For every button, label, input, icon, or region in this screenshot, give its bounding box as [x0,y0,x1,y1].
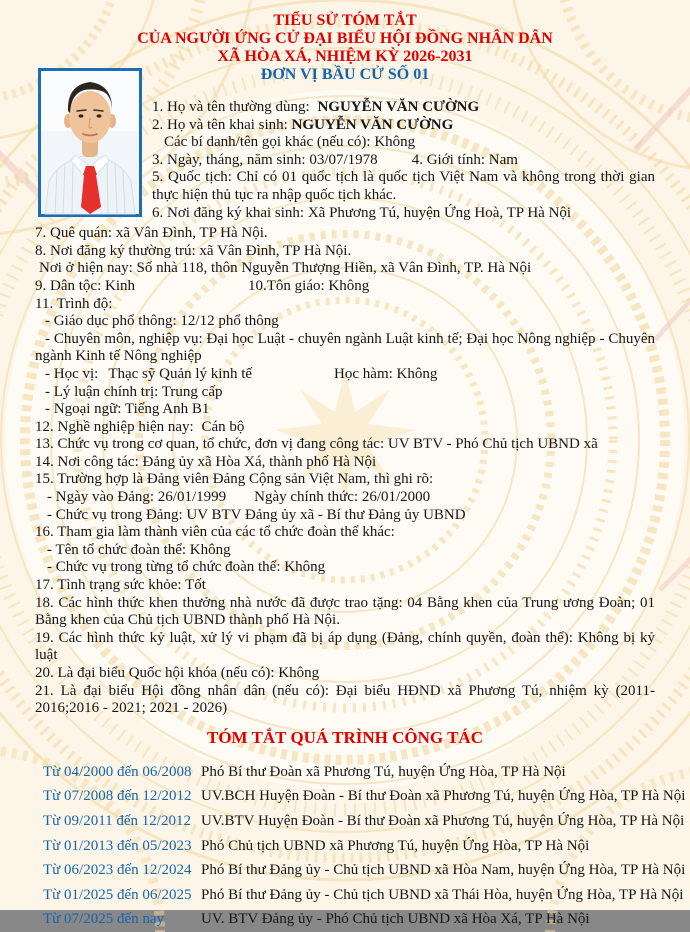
text-line: 9. Dân tộc: Kinh 10.Tôn giáo: Không [35,277,370,294]
career-period: Từ 04/2000 đến 06/2008 [43,763,192,780]
text-line: 11. Trình độ: [35,295,113,312]
text-line: 17. Tình trạng sức khỏe: Tốt [35,577,206,594]
text-line: 19. Các hình thức kỷ luật, xử lý vi phạm đã bị áp dụng (Đảng, chính quyền, đoàn thể): Không bị kỷ luật [35,629,655,664]
text-line: 1. Họ và tên thường dùng: NGUYỄN VĂN CƯỜNG [152,99,480,115]
career-row [43,760,655,785]
text-line: 21. Là đại biểu Hội đồng nhân dân (nếu có): Đại biểu HĐND xã Phương Tú, nhiệm kỳ (2011-2016;2016 - 2021; 2021 - 2026) [35,682,655,717]
career-role: UV.BCH Huyện Đoàn - Bí thư Đoàn xã Phương Tú, huyện Ứng Hòa, TP Hà Nội [201,788,686,805]
text-line: - Ngày vào Đảng: 26/01/1999 Ngày chính thức: 26/01/2000 [47,489,431,506]
career-row [43,784,686,809]
career-row [43,809,685,834]
career-period: Từ 06/2023 đến 12/2024 [43,862,192,879]
career-role: UV.BTV Huyện Đoàn - Bí thư Đoàn xã Phương Tú, huyện Ứng Hòa, TP Hà Nội [201,812,685,829]
career-period: Từ 07/2025 đến nay [43,911,165,928]
title-line-1: TIỂU SỬ TÓM TẮT [273,12,417,29]
text-line: 14. Nơi công tác: Đảng ủy xã Hòa Xá, thành phố Hà Nội [35,453,377,470]
text-line: 16. Tham gia làm thành viên của các tổ chức đoàn thể khác: [35,524,395,541]
candidate-photo [38,68,142,217]
career-role: Phó Chủ tịch UBND xã Phương Tú, huyện Ứng Hòa, TP Hà Nội [201,837,590,854]
career-row [43,907,655,932]
text-line: 13. Chức vụ trong cơ quan, tổ chức, đơn vị đang công tác: UV BTV - Phó Chủ tịch UBND xã [35,436,598,453]
text-line: - Lý luận chính trị: Trung cấp [45,383,223,400]
career-heading: TÓM TẮT QUÁ TRÌNH CÔNG TÁC [207,727,483,747]
text-line: - Chuyên môn, nghiệp vụ: Đại học Luật - chuyên ngành Luật kinh tế; Đại học Nông nghiệp - Chuyên ngành Kinh tế Nông nghiệp [35,330,655,365]
career-role: Phó Bí thư Đảng ủy - Chủ tịch UBND xã Hòa Nam, huyện Ứng Hòa, TP Hà Nội [201,862,686,879]
career-period: Từ 07/2008 đến 12/2012 [43,788,192,805]
text-line: - Ngoại ngữ: Tiếng Anh B1 [45,401,210,418]
text-line: - Chức vụ trong Đảng: UV BTV Đảng ủy xã - Bí thư Đảng ủy UBND [47,506,466,523]
text-line: 7. Quê quán: xã Vân Đình, TP Hà Nội. [35,225,268,242]
text-line: Nơi ở hiện nay: Số nhà 118, thôn Nguyễn Thượng Hiền, xã Vân Đình, TP. Hà Nội [39,260,532,277]
text-line: - Chức vụ trong từng tổ chức đoàn thể: Không [47,559,326,576]
text-line: 5. Quốc tịch: Chỉ có 01 quốc tịch là quốc tịch Việt Nam và không trong thời gian thực hiện thủ tục ra nhập quốc tịch khác. [152,169,655,203]
text-line: 15. Trường hợp là Đảng viên Đảng Cộng sản Việt Nam, thì ghi rõ: [35,471,434,488]
text-line: Các bí danh/tên gọi khác (nếu có): Không [164,134,416,151]
profile-section [152,99,655,222]
text-line: 8. Nơi đăng ký thường trú: xã Vân Đình, TP Hà Nội. [35,242,352,259]
career-period: Từ 01/2013 đến 05/2023 [43,837,192,854]
career-period: Từ 01/2025 đến 06/2025 [43,886,192,903]
text-line: - Tên tổ chức đoàn thể: Không [47,541,231,558]
title-line-3: XÃ HÒA XÁ, NHIỆM KỲ 2026-2031 [217,48,473,65]
title-line-4: ĐƠN VỊ BẦU CỬ SỐ 01 [260,66,430,83]
title-line-2: CỦA NGƯỜI ỨNG CỬ ĐẠI BIỂU HỘI ĐỒNG NHÂN DÂN [137,30,553,47]
career-row [43,883,684,908]
detail-section [35,225,655,718]
text-line: 6. Nơi đăng ký khai sinh: Xã Phương Tú, huyện Ứng Hoà, TP Hà Nội [152,204,572,221]
career-row [43,834,655,859]
career-table [35,760,686,932]
portrait-illustration [41,71,139,214]
career-period: Từ 09/2011 đến 12/2012 [43,812,191,829]
career-row [43,858,686,883]
text-line: - Giáo dục phổ thông: 12/12 phổ thông [45,313,279,330]
text-line: 3. Ngày, tháng, năm sinh: 03/07/1978 4. Giới tính: Nam [152,151,518,168]
text-line: 20. Là đại biểu Quốc hội khóa (nếu có): Không [35,665,320,681]
text-line: - Học vị: Thạc sỹ Quản lý kinh tế Học hàm: Không [45,365,438,382]
career-role: Phó Bí thư Đảng ủy - Chủ tịch UBND xã Thái Hòa, huyện Ứng Hòa, TP Hà Nội [201,886,684,903]
text-line: 2. Họ và tên khai sinh: NGUYỄN VĂN CƯỜNG [152,116,454,133]
career-role: UV. BTV Đảng ủy - Phó Chủ tịch UBND xã Hòa Xá, TP Hà Nội [201,911,590,928]
career-role: Phó Bí thư Đoàn xã Phương Tú, huyện Ứng Hòa, TP Hà Nội [201,763,566,780]
text-line: 12. Nghề nghiệp hiện nay: Cán bộ [35,418,245,435]
text-line: 18. Các hình thức khen thưởng nhà nước đã được trao tặng: 04 Bằng khen của Trung ương Đoàn; 01 Bằng khen của Chủ tịch UBND thành phố Hà Nội. [35,594,655,629]
